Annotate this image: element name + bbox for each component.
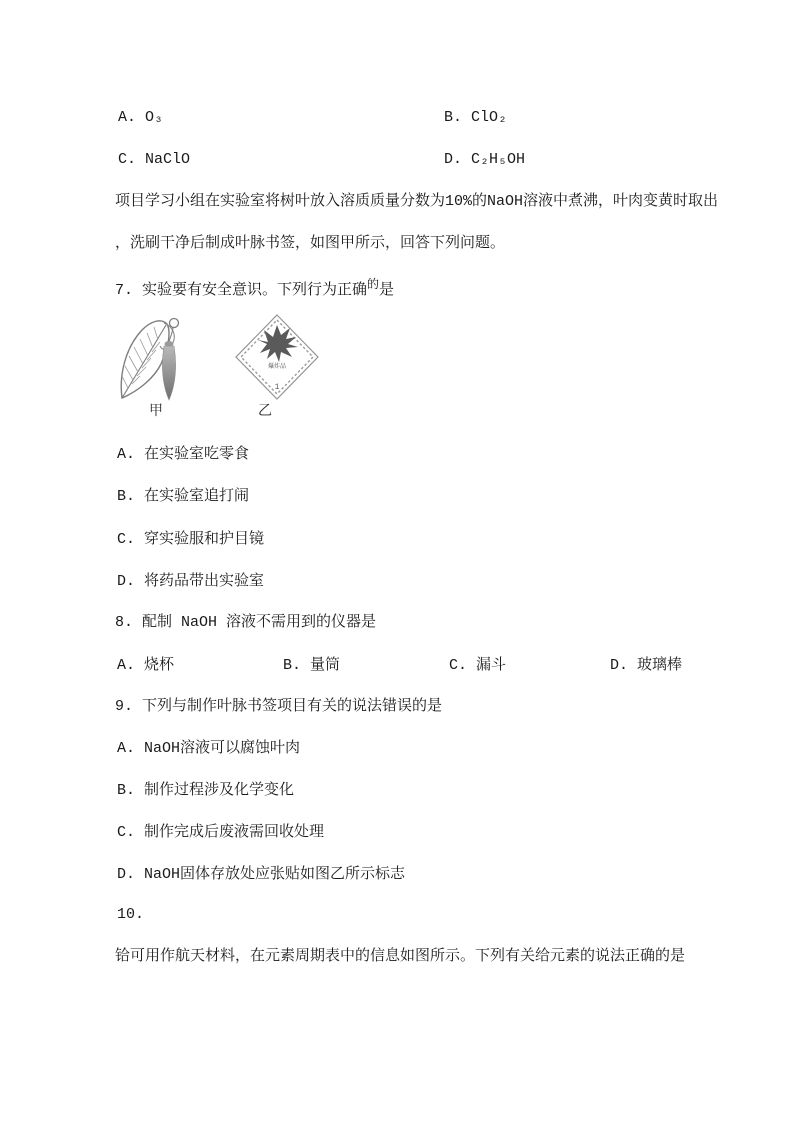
explosive-hazard-sign [233, 312, 321, 402]
q9-option-d: D. NaOH固体存放处应张贴如图乙所示标志 [117, 866, 406, 883]
hazard-sign-number: 1 [274, 383, 280, 392]
figure-label-yi: 乙 [258, 404, 272, 420]
option-c-naclo: C. NaClO [118, 151, 191, 168]
q9-option-a: A. NaOH溶液可以腐蚀叶肉 [117, 740, 301, 757]
q7-option-a: A. 在实验室吃零食 [117, 446, 250, 463]
figure-label-jia: 甲 [149, 404, 163, 420]
question-8-stem: 8. 配制 NaOH 溶液不需用到的仪器是 [115, 614, 377, 631]
intro-paragraph-line2: ，洗刷干净后制成叶脉书签，如图甲所示，回答下列问题。 [115, 235, 506, 252]
q8-option-d: D. 玻璃棒 [610, 657, 683, 674]
hazard-sign-text: 爆炸品 [267, 363, 287, 370]
q9-option-c: C. 制作完成后废液需回收处理 [117, 824, 325, 841]
q8-option-a: A. 烧杯 [117, 657, 175, 674]
option-a-o3: A. O₃ [118, 109, 164, 126]
leaf-bookmark-illustration [116, 314, 190, 406]
q7-option-d: D. 将药品带出实验室 [117, 573, 265, 590]
question-7-stem [115, 278, 395, 301]
question-7-stem-superscript: 的 [367, 278, 380, 292]
q7-option-c: C. 穿实验服和护目镜 [117, 531, 265, 548]
option-d-c2h5oh: D. C₂H₅OH [444, 151, 526, 168]
question-10-stem: 铪可用作航天材料，在元素周期表中的信息如图所示。下列有关给元素的说法正确的是 [115, 948, 686, 965]
q8-option-c: C. 漏斗 [449, 657, 507, 674]
bookmark-ring [170, 319, 179, 328]
option-b-clo2: B. ClO₂ [444, 109, 508, 126]
q8-option-b: B. 量筒 [283, 657, 341, 674]
question-9-stem: 9. 下列与制作叶脉书签项目有关的说法错误的是 [115, 698, 443, 715]
intro-paragraph-line1: 项目学习小组在实验室将树叶放入溶质质量分数为10%的NaOH溶液中煮沸，叶肉变黄时取出 [115, 193, 719, 210]
q7-option-b: B. 在实验室追打闹 [117, 488, 250, 505]
question-10-number: 10. [117, 906, 145, 923]
question-7-stem-pre: 7. 实验要有安全意识。下列行为正确 [115, 282, 368, 299]
question-7-stem-post: 是 [379, 282, 395, 299]
tassel-body [162, 346, 175, 400]
q9-option-b: B. 制作过程涉及化学变化 [117, 782, 295, 799]
